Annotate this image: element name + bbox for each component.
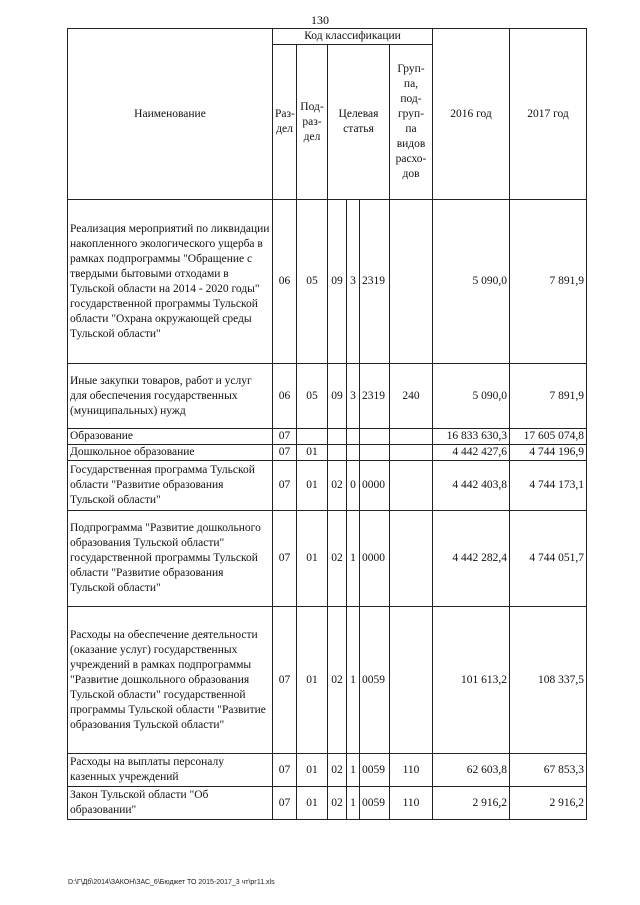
row-target-direction: 0059 [360,787,390,820]
row-expense-type: 240 [390,364,433,429]
header-year-2017: 2017 год [510,29,587,200]
row-amount-2016: 101 613,2 [433,607,510,754]
row-amount-2016: 4 442 427,6 [433,445,510,461]
row-expense-type [390,607,433,754]
row-target-direction [360,445,390,461]
row-name: Подпрограмма "Развитие дошкольного образования Тульской области" государственной программы Тульской области "Развитие образования Тульской области" [68,511,273,607]
row-subsection: 01 [297,754,328,787]
row-amount-2016: 2 916,2 [433,787,510,820]
row-target-direction: 0000 [360,461,390,511]
row-target-program: 09 [328,200,347,364]
row-target-subprogram [347,429,360,445]
row-section: 07 [273,429,297,445]
row-expense-type [390,445,433,461]
row-target-subprogram: 0 [347,461,360,511]
header-section: Раз- дел [273,45,297,200]
row-target-subprogram: 1 [347,787,360,820]
header-name: Наименование [68,29,273,200]
row-target-program [328,445,347,461]
table-row [68,364,587,429]
row-target-program: 09 [328,364,347,429]
row-target-subprogram: 3 [347,200,360,364]
row-expense-type: 110 [390,754,433,787]
table-row [68,607,587,754]
row-target-program: 02 [328,787,347,820]
row-name: Расходы на выплаты персоналу казенных учреждений [68,754,273,787]
table-row [68,787,587,820]
header-year-2016: 2016 год [433,29,510,200]
page-number: 130 [311,13,329,27]
budget-table [67,28,587,820]
row-amount-2016: 62 603,8 [433,754,510,787]
table-row [68,461,587,511]
row-expense-type: 110 [390,787,433,820]
row-name: Расходы на обеспечение деятельности (оказание услуг) государственных учреждений в рамках подпрограммы "Развитие дошкольного образования Тульской области" государственной программы Тульской области "Развитие образования Тульской области" [68,607,273,754]
row-amount-2016: 5 090,0 [433,364,510,429]
header-target: Целевая статья [328,45,390,200]
row-amount-2016: 5 090,0 [433,200,510,364]
row-section: 07 [273,787,297,820]
table-row [68,445,587,461]
row-amount-2016: 16 833 630,3 [433,429,510,445]
row-amount-2017: 2 916,2 [510,787,587,820]
row-target-direction: 0000 [360,511,390,607]
row-target-direction [360,429,390,445]
row-subsection: 01 [297,461,328,511]
row-subsection: 01 [297,787,328,820]
table-row [68,511,587,607]
file-path-footer: D:\Г\Дб\2014\ЗАКОН\ЗАС_6\Бюджет ТО 2015-2017_3 чт\рг11.xls [68,879,275,886]
row-subsection: 05 [297,364,328,429]
row-name: Образование [68,429,273,445]
row-target-subprogram [347,445,360,461]
row-subsection: 05 [297,200,328,364]
header-subsection: Под- раз- дел [297,45,328,200]
row-name: Иные закупки товаров, работ и услуг для обеспечения государственных (муниципальных) нужд [68,364,273,429]
row-section: 07 [273,461,297,511]
row-section: 07 [273,511,297,607]
row-amount-2017: 4 744 196,9 [510,445,587,461]
row-section: 07 [273,754,297,787]
row-amount-2017: 7 891,9 [510,200,587,364]
row-subsection [297,429,328,445]
row-amount-2016: 4 442 403,8 [433,461,510,511]
row-section: 07 [273,445,297,461]
row-amount-2017: 17 605 074,8 [510,429,587,445]
row-amount-2017: 108 337,5 [510,607,587,754]
row-target-direction: 2319 [360,364,390,429]
row-name: Реализация мероприятий по ликвидации накопленного экологического ущерба в рамках подпрограммы "Обращение с твердыми бытовыми отходами в Тульской области на 2014 - 2020 годы" государственной программы Тульской области "Охрана окружающей среды Тульской области" [68,200,273,364]
row-target-direction: 0059 [360,754,390,787]
row-target-subprogram: 1 [347,511,360,607]
row-subsection: 01 [297,607,328,754]
row-section: 06 [273,200,297,364]
row-expense-type [390,429,433,445]
row-target-program: 02 [328,511,347,607]
row-target-direction: 0059 [360,607,390,754]
row-target-program: 02 [328,754,347,787]
table-row [68,754,587,787]
row-target-program [328,429,347,445]
row-name: Закон Тульской области "Об образовании" [68,787,273,820]
row-target-direction: 2319 [360,200,390,364]
row-target-subprogram: 3 [347,364,360,429]
row-target-program: 02 [328,461,347,511]
row-subsection: 01 [297,445,328,461]
row-expense-type [390,200,433,364]
row-expense-type [390,511,433,607]
table-row [68,429,587,445]
row-expense-type [390,461,433,511]
table-row [68,200,587,364]
header-classification: Код классификации [273,29,433,45]
row-amount-2017: 4 744 173,1 [510,461,587,511]
row-amount-2017: 67 853,3 [510,754,587,787]
row-subsection: 01 [297,511,328,607]
row-section: 07 [273,607,297,754]
row-target-subprogram: 1 [347,754,360,787]
row-target-subprogram: 1 [347,607,360,754]
row-amount-2016: 4 442 282,4 [433,511,510,607]
row-amount-2017: 4 744 051,7 [510,511,587,607]
row-name: Дошкольное образование [68,445,273,461]
header-group: Груп- па, под- груп- па видов расхо- дов [390,45,433,200]
row-name: Государственная программа Тульской области "Развитие образования Тульской области" [68,461,273,511]
row-amount-2017: 7 891,9 [510,364,587,429]
row-section: 06 [273,364,297,429]
row-target-program: 02 [328,607,347,754]
